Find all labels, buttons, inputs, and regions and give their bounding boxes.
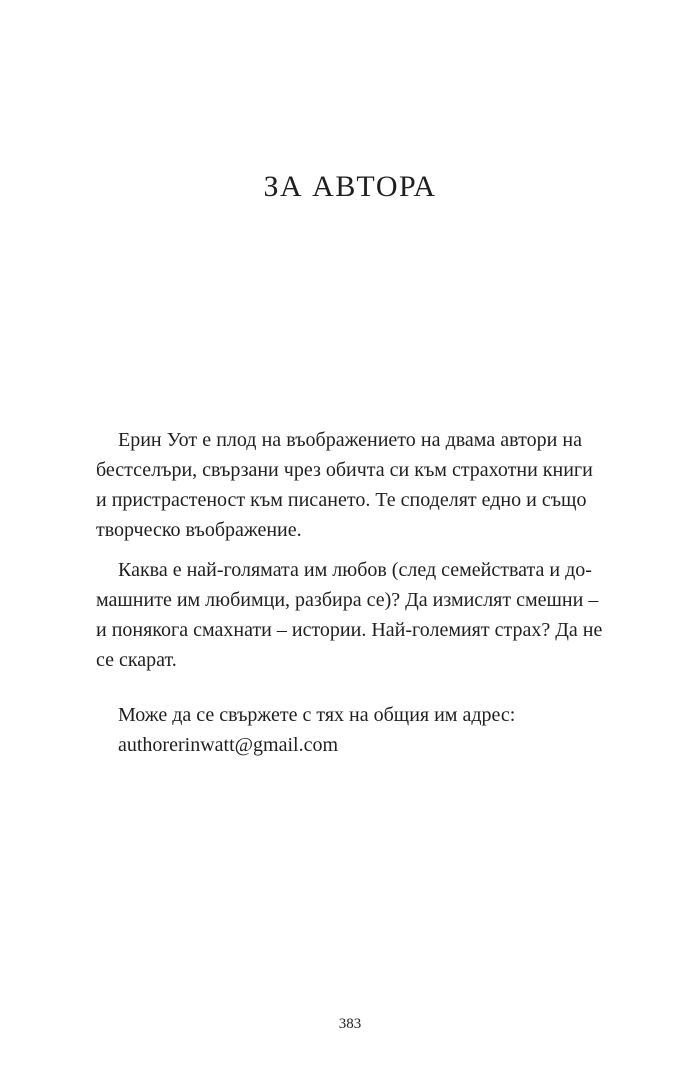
- contact-block: [118, 700, 515, 760]
- paragraph-line: Ерин Уот е плод на въображението на двама автори на: [118, 429, 582, 451]
- paragraph-line: се скарат.: [96, 649, 177, 671]
- contact-text: Може да се свържете с тях на общия им адрес:: [118, 704, 516, 726]
- paragraph-line: и понякога смахнати – истории. Най-големият страх? Да не: [96, 619, 603, 641]
- paragraph-line: Каква е най-голямата им любов (след семействата и до-: [118, 559, 592, 581]
- paragraph-2: [96, 555, 603, 675]
- paragraph-line: бестселъри, свързани чрез обичта си към страхотни книги: [96, 459, 593, 481]
- contact-email: authorerinwatt@gmail.com: [118, 734, 339, 756]
- paragraph-line: и пристрастеност към писането. Те споделят едно и също: [96, 489, 587, 511]
- chapter-title: ЗА АВТОРА: [263, 170, 437, 203]
- paragraph-line: машните им любимци, разбира се)? Да измислят смешни –: [96, 589, 599, 611]
- page-number: 383: [338, 1016, 362, 1032]
- paragraph-line: творческо въображение.: [96, 519, 302, 541]
- paragraph-1: [96, 425, 593, 545]
